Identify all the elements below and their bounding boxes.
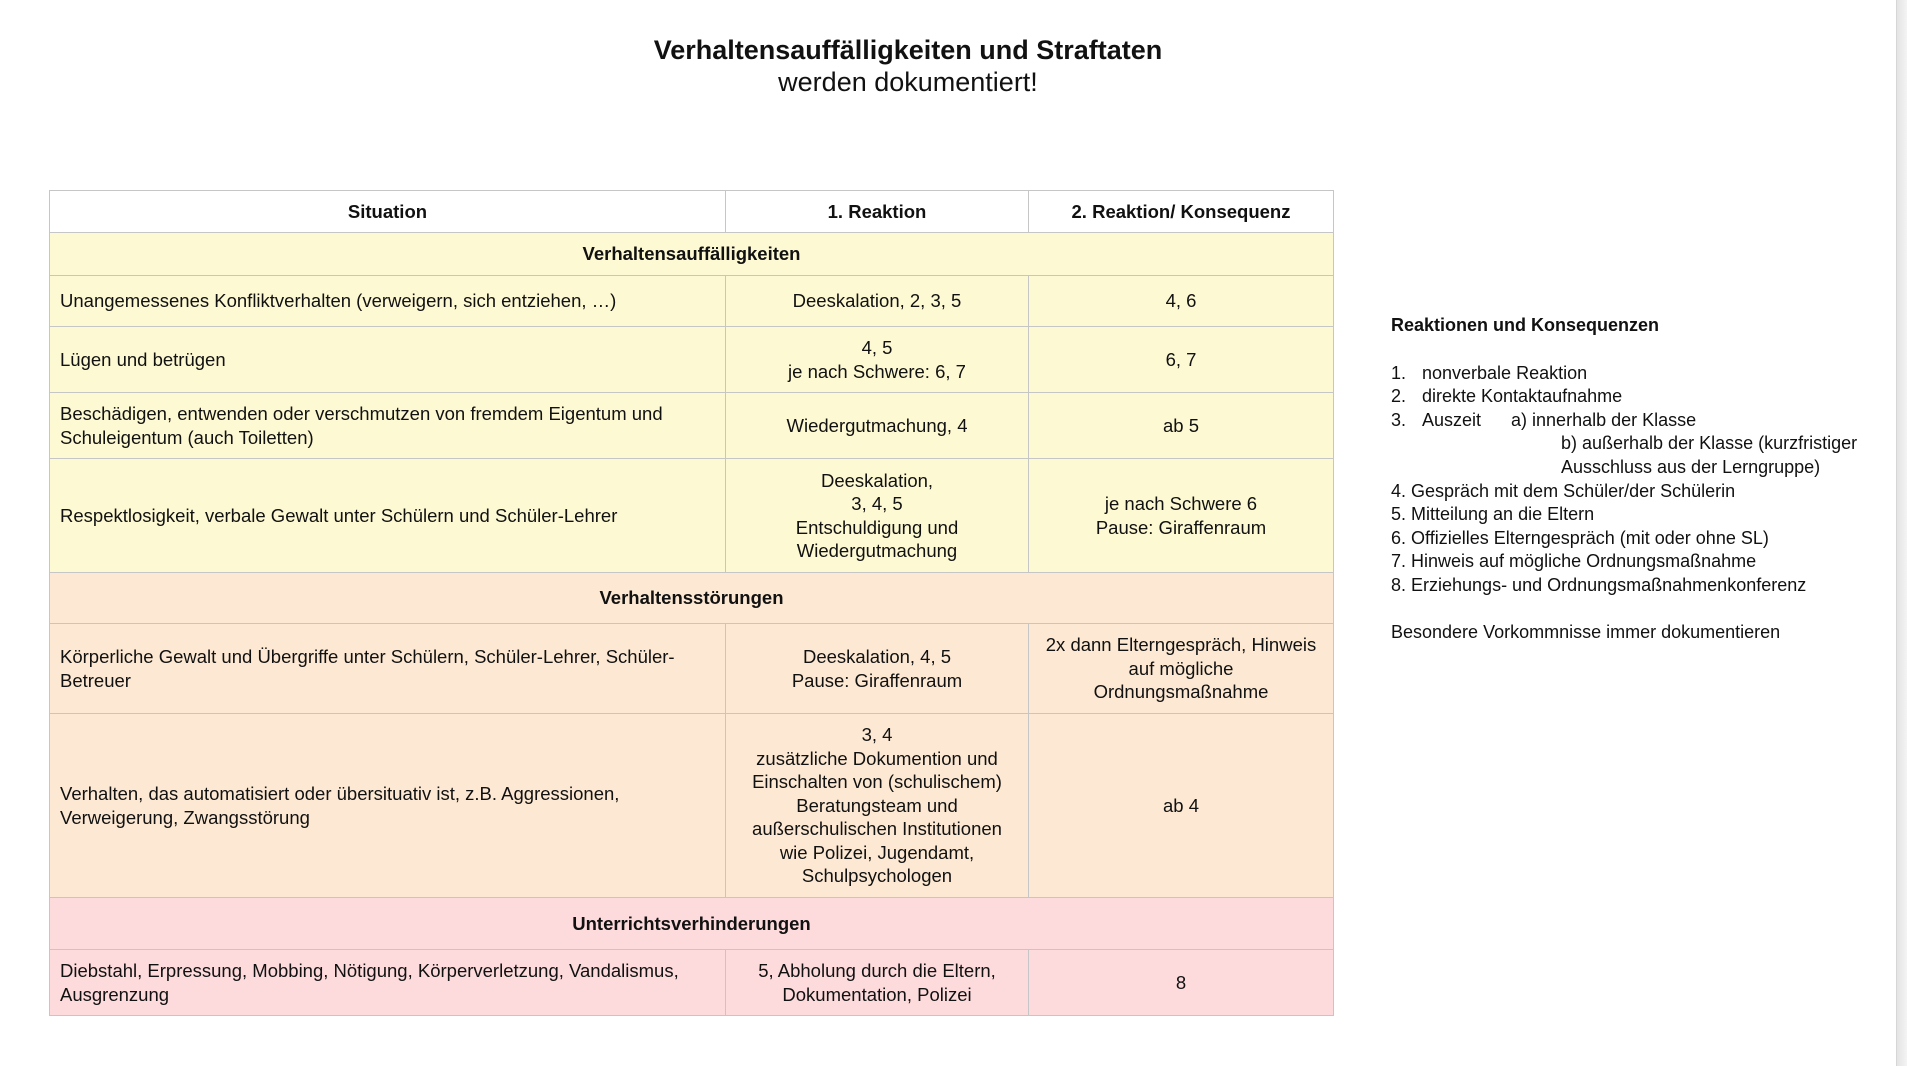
cell-line: zusätzliche Dokumention und Einschalten von (schulischem) Beratungsteam und außerschulischen Institutionen wie Polizei, Jugendamt, Schulpsychologen [752, 747, 1002, 887]
cell-situation: Lügen und betrügen [50, 327, 726, 393]
page-subtitle: werden dokumentiert! [778, 67, 1038, 97]
cell-reaction-2 [1029, 624, 1334, 714]
section-header-row [50, 233, 1334, 276]
legend-item-text: Ausschluss aus der Lerngruppe) [1561, 456, 1821, 477]
legend-item [1391, 527, 1891, 551]
legend-item [1391, 456, 1891, 480]
table-row [50, 276, 1334, 327]
table-row [50, 714, 1334, 898]
cell-line: Deeskalation, 4, 5 [802, 646, 952, 667]
cell-reaction-1 [726, 950, 1029, 1016]
cell-line: 8 [1175, 971, 1187, 993]
table-row [50, 327, 1334, 393]
legend-item [1391, 550, 1891, 574]
table-row [50, 624, 1334, 714]
cell-situation: Verhalten, das automatisiert oder übersituativ ist, z.B. Aggressionen, Verweigerung, Zwangsstörung [50, 714, 726, 898]
table-row [50, 393, 1334, 459]
section-header-row [50, 573, 1334, 624]
cell-reaction-2 [1029, 327, 1334, 393]
cell-situation: Beschädigen, entwenden oder verschmutzen von fremdem Eigentum und Schuleigentum (auch Toiletten) [50, 393, 726, 459]
header-reaction-1: 1. Reaktion [726, 191, 1029, 233]
legend-note: Besondere Vorkommnisse immer dokumentieren [1391, 622, 1781, 643]
legend-item [1391, 432, 1891, 456]
legend-item-text: 8. Erziehungs- und Ordnungsmaßnahmenkonferenz [1391, 574, 1807, 595]
cell-line: Pause: Giraffenraum [791, 669, 963, 691]
cell-reaction-2 [1029, 393, 1334, 459]
cell-reaction-1 [726, 459, 1029, 573]
cell-reaction-2 [1029, 459, 1334, 573]
cell-reaction-2 [1029, 714, 1334, 898]
behavior-table [49, 190, 1334, 1016]
legend-item-number: 2. [1391, 386, 1407, 407]
section-title: Verhaltensstörungen [50, 573, 1334, 624]
table-header-row [50, 191, 1334, 233]
page-edge [1896, 0, 1907, 1066]
cell-reaction-1 [726, 714, 1029, 898]
header-situation: Situation [50, 191, 726, 233]
cell-situation: Diebstahl, Erpressung, Mobbing, Nötigung, Körperverletzung, Vandalismus, Ausgrenzung [50, 950, 726, 1016]
legend-item [1391, 503, 1891, 527]
section-header-row [50, 898, 1334, 950]
cell-line: 6, 7 [1165, 348, 1197, 370]
cell-line: je nach Schwere 6 [1104, 493, 1258, 514]
cell-line: 3, 4 [861, 724, 893, 746]
legend-item-text: 6. Offizielles Elterngespräch (mit oder ohne SL) [1391, 527, 1769, 548]
legend-item-text: 7. Hinweis auf mögliche Ordnungsmaßnahme [1391, 551, 1757, 572]
legend-item [1391, 480, 1891, 504]
cell-reaction-2 [1029, 276, 1334, 327]
legend-item-text: Auszeit a) innerhalb der Klasse [1422, 409, 1697, 430]
cell-situation: Respektlosigkeit, verbale Gewalt unter Schülern und Schüler-Lehrer [50, 459, 726, 573]
legend-item-text: direkte Kontaktaufnahme [1422, 386, 1623, 407]
legend-item [1391, 362, 1891, 386]
cell-line: 3, 4, 5 [851, 493, 903, 514]
legend-item [1391, 385, 1891, 409]
section-title: Unterrichtsverhinderungen [50, 898, 1334, 950]
cell-line: 4, 6 [1165, 290, 1197, 312]
cell-reaction-1 [726, 393, 1029, 459]
cell-line: je nach Schwere: 6, 7 [788, 360, 966, 382]
legend-item-number: 1. [1391, 362, 1407, 383]
legend-item-text: 4. Gespräch mit dem Schüler/der Schülerin [1391, 480, 1736, 501]
cell-line: 4, 5 [861, 337, 893, 358]
cell-reaction-1 [726, 327, 1029, 393]
cell-line: Deeskalation, [820, 469, 934, 491]
cell-line: Pause: Giraffenraum [1095, 516, 1267, 538]
cell-line: ab 4 [1162, 794, 1199, 816]
cell-line: ab 5 [1162, 414, 1199, 436]
cell-situation: Unangemessenes Konfliktverhalten (verweigern, sich entziehen, …) [50, 276, 726, 327]
cell-line: 2x dann Elterngespräch, Hinweis auf mögliche Ordnungsmaßnahme [1045, 634, 1317, 703]
cell-line: Wiedergutmachung [796, 540, 958, 561]
legend-title: Reaktionen und Konsequenzen [1391, 315, 1660, 335]
cell-situation: Körperliche Gewalt und Übergriffe unter Schülern, Schüler-Lehrer, Schüler-Betreuer [50, 624, 726, 714]
legend-item-text: b) außerhalb der Klasse (kurzfristiger [1561, 433, 1858, 454]
legend-item [1391, 574, 1891, 598]
section-title: Verhaltensauffälligkeiten [50, 233, 1334, 276]
table-row [50, 950, 1334, 1016]
header-reaction-2: 2. Reaktion/ Konsequenz [1029, 191, 1334, 233]
cell-line: Wiedergutmachung, 4 [786, 414, 968, 436]
legend-item [1391, 409, 1891, 433]
cell-reaction-2 [1029, 950, 1334, 1016]
cell-reaction-1 [726, 624, 1029, 714]
cell-line: 5, Abholung durch die Eltern, Dokumentation, Polizei [758, 960, 996, 1005]
page-title: Verhaltensauffälligkeiten und Straftaten [653, 35, 1163, 65]
legend-item-text: nonverbale Reaktion [1422, 362, 1588, 383]
cell-line: Deeskalation, 2, 3, 5 [792, 290, 962, 312]
cell-reaction-1 [726, 276, 1029, 327]
reactions-legend [1391, 314, 1891, 645]
legend-item-number: 3. [1391, 409, 1407, 430]
table-row [50, 459, 1334, 573]
legend-item-text: 5. Mitteilung an die Eltern [1391, 504, 1595, 525]
cell-line: Entschuldigung und [795, 516, 959, 538]
